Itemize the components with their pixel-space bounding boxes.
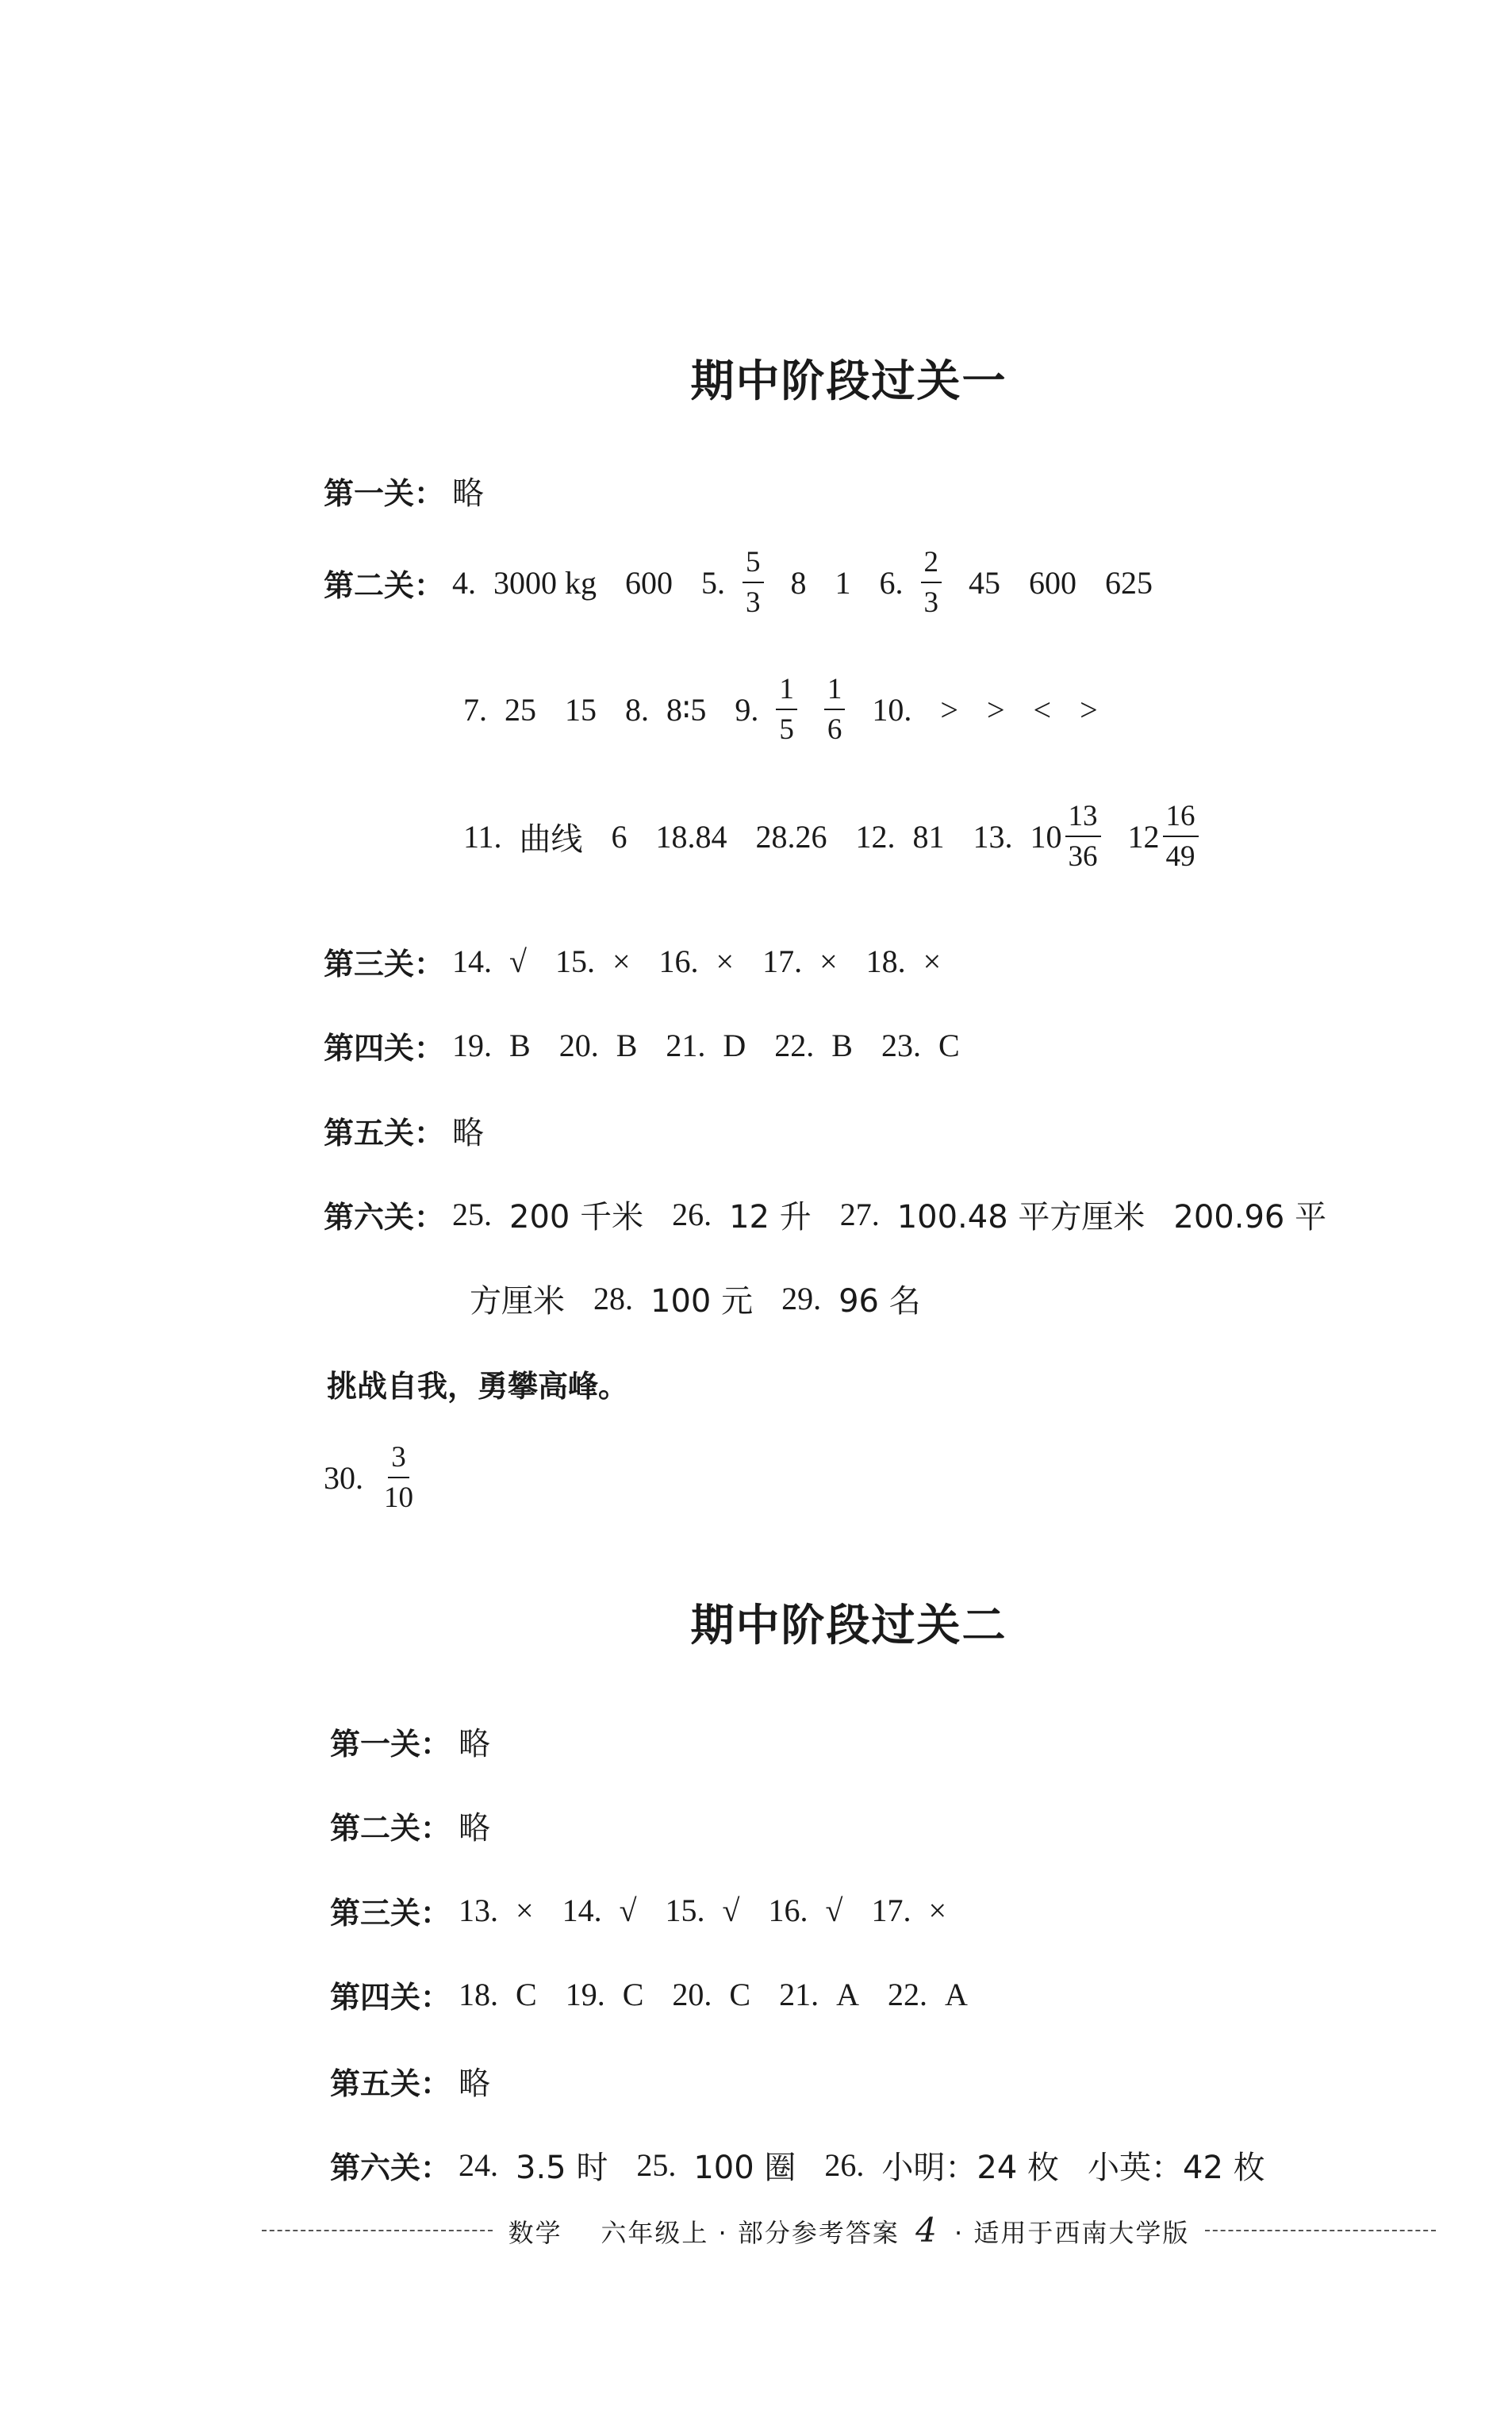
answer-value: < — [1033, 691, 1052, 728]
footer-divider-left — [262, 2230, 493, 2231]
answer-value: 600 — [625, 564, 673, 601]
answer-value: 曲线 — [519, 820, 583, 858]
fraction — [1065, 801, 1101, 871]
answer-value: B — [509, 1028, 531, 1063]
s1-guan3-row — [324, 940, 969, 983]
answer-number: 18. — [865, 943, 906, 979]
page-number: 4 — [915, 2211, 938, 2250]
s2-guan1-text: 略 — [459, 1726, 491, 1762]
answer-number: 15. — [555, 943, 595, 979]
answer-value: 600 — [1029, 564, 1077, 601]
fraction — [381, 1443, 416, 1512]
fraction-numerator: 1 — [824, 674, 846, 710]
answer-value: > — [940, 691, 958, 728]
answer-number: 22. — [774, 1028, 815, 1063]
answer-number: 15. — [665, 1893, 705, 1928]
s2-guan4-row — [330, 1973, 996, 2016]
answer-number: 18. — [459, 1977, 499, 2012]
s2-guan2-row — [330, 1803, 490, 1848]
fraction — [921, 548, 942, 617]
answer-value: √ — [619, 1893, 637, 1928]
answer-value: 小英：42 枚 — [1088, 2150, 1265, 2186]
answer-value: 28.26 — [755, 818, 827, 855]
answer-number: 25. — [452, 1197, 493, 1232]
answer-value: √ — [722, 1893, 740, 1928]
s1-guan1-text: 略 — [452, 475, 485, 512]
answer-number: 14. — [562, 1893, 602, 1928]
s1-guan5-row — [324, 1108, 484, 1153]
answer-number: 29. — [781, 1281, 822, 1316]
s1-guan6-line2 — [470, 1276, 950, 1321]
answer-value: 200.96 平 — [1173, 1199, 1327, 1235]
answer-value: 8 — [790, 564, 807, 601]
s1-guan2-line1 — [324, 548, 1181, 617]
fraction — [776, 674, 797, 744]
answer-value: 100 元 — [650, 1283, 754, 1320]
s1-guan4-row — [324, 1024, 988, 1067]
answer-value: > — [1080, 691, 1098, 728]
answer-number: 19. — [452, 1028, 493, 1063]
answer-number: 27. — [839, 1197, 880, 1232]
answer-number: 20. — [672, 1977, 712, 2012]
s2-guan3-row — [330, 1889, 975, 1932]
answer-number: 10. — [872, 691, 912, 728]
answer-value: B — [831, 1028, 853, 1063]
answer-value: 12 升 — [729, 1199, 812, 1235]
answer-value: × — [819, 943, 838, 979]
s2-guan6-label: 第六关： — [330, 2150, 451, 2185]
answer-value: 小明：24 枚 — [881, 2150, 1060, 2186]
fraction-denominator: 10 — [384, 1481, 413, 1514]
s1-guan6-line1 — [324, 1192, 1355, 1237]
fraction — [824, 674, 846, 744]
fraction-denominator: 49 — [1165, 840, 1195, 873]
mixed-number — [1128, 801, 1199, 871]
s2-guan6-row — [330, 2142, 1294, 2188]
fraction — [1163, 801, 1199, 871]
answer-value: 96 名 — [839, 1283, 921, 1320]
s1-guan2-line2 — [463, 674, 1126, 744]
mixed-whole: 10 — [1030, 818, 1062, 855]
answer-value: 200 千米 — [509, 1199, 644, 1235]
answer-value: 1 — [835, 564, 851, 601]
section1-title: 期中阶段过关一 — [690, 355, 1007, 406]
answer-value: × — [716, 943, 735, 979]
answer-value: 625 — [1105, 564, 1153, 601]
challenge-heading-row — [327, 1362, 628, 1405]
answer-number: 14. — [452, 943, 493, 979]
answer-number: 17. — [762, 943, 803, 979]
answer-number: 6. — [879, 564, 904, 601]
answer-value: B — [616, 1028, 638, 1063]
s1-guan5-text: 略 — [452, 1115, 485, 1151]
footer-text — [493, 2211, 1206, 2250]
answer-value: > — [986, 691, 1005, 728]
answer-value: 81 — [912, 818, 945, 855]
s1-guan5-label: 第五关： — [324, 1116, 445, 1151]
footer-edition: · 适用于西南大学版 — [954, 2218, 1190, 2248]
answer-value: 3000 kg — [493, 564, 597, 601]
q30-row — [324, 1443, 443, 1512]
answer-number: 16. — [768, 1893, 808, 1928]
answer-value: A — [944, 1977, 968, 2012]
fraction-numerator: 1 — [776, 674, 797, 710]
answer-value: × — [612, 943, 631, 979]
footer-divider-right — [1205, 2230, 1436, 2231]
s2-guan2-label: 第二关： — [330, 1811, 451, 1846]
s2-guan5-text: 略 — [459, 2066, 491, 2102]
answer-number: 26. — [824, 2147, 865, 2183]
s2-guan4-label: 第四关： — [330, 1980, 451, 2015]
fraction-denominator: 3 — [746, 586, 761, 619]
s1-guan3-label: 第三关： — [324, 947, 445, 982]
answer-value: 100.48 平方厘米 — [896, 1199, 1146, 1235]
s2-guan5-label: 第五关： — [330, 2066, 451, 2101]
fraction-numerator: 3 — [388, 1443, 409, 1478]
answer-number: 20. — [558, 1028, 599, 1063]
answer-number: 7. — [463, 691, 487, 728]
answer-value: √ — [825, 1893, 843, 1928]
answer-value: C — [938, 1028, 960, 1063]
answer-number: 13. — [459, 1893, 499, 1928]
s2-guan2-text: 略 — [459, 1810, 491, 1846]
answer-number: 12. — [855, 818, 896, 855]
answer-number: 19. — [565, 1977, 605, 2012]
answer-number: 17. — [871, 1893, 911, 1928]
answer-value: × — [928, 1893, 946, 1928]
answer-number: 13. — [973, 818, 1013, 855]
answer-number: 21. — [666, 1028, 706, 1063]
fraction-denominator: 6 — [827, 713, 842, 746]
s2-guan1-row — [330, 1719, 490, 1764]
answer-value: C — [516, 1977, 537, 2012]
answer-number: 24. — [459, 2147, 499, 2183]
fraction-denominator: 3 — [923, 586, 939, 619]
answer-value: 方厘米 — [470, 1283, 565, 1320]
answer-value: 18.84 — [655, 818, 727, 855]
answer-value: 8∶5 — [666, 691, 707, 728]
s1-guan4-label: 第四关： — [324, 1031, 445, 1066]
fraction-numerator: 16 — [1163, 801, 1199, 837]
answer-value: C — [729, 1977, 751, 2012]
s1-guan1-label: 第一关： — [324, 476, 445, 511]
section2-title: 期中阶段过关二 — [690, 1600, 1007, 1651]
fraction-denominator: 5 — [779, 713, 794, 746]
challenge-heading: 挑战自我，勇攀高峰。 — [327, 1369, 629, 1404]
fraction-numerator: 13 — [1065, 801, 1101, 837]
answer-number: 23. — [881, 1028, 921, 1063]
answer-value: 45 — [969, 564, 1001, 601]
answer-value: 6 — [611, 818, 627, 855]
answer-value: √ — [509, 943, 527, 979]
answer-number: 26. — [672, 1197, 712, 1232]
fraction-denominator: 36 — [1068, 840, 1098, 873]
s2-guan1-label: 第一关： — [330, 1727, 451, 1762]
footer-grade: 六年级上 · 部分参考答案 — [601, 2218, 900, 2248]
s1-guan6-label: 第六关： — [324, 1200, 445, 1235]
answer-number: 28. — [593, 1281, 633, 1316]
footer-subject: 数学 — [508, 2218, 562, 2248]
answer-number: 30. — [324, 1459, 363, 1496]
answer-value: 100 圈 — [693, 2150, 796, 2186]
answer-number: 9. — [735, 691, 759, 728]
answer-value: C — [622, 1977, 644, 2012]
answer-value: 25 — [505, 691, 536, 728]
fraction-numerator: 2 — [921, 548, 942, 583]
answer-number: 5. — [701, 564, 726, 601]
s1-guan2-line3 — [463, 801, 1226, 871]
answer-value: D — [723, 1028, 746, 1063]
mixed-number — [1030, 801, 1101, 871]
answer-number: 22. — [887, 1977, 927, 2012]
s1-guan1-row — [324, 468, 484, 513]
answer-number: 8. — [625, 691, 649, 728]
answer-value: 15 — [565, 691, 597, 728]
answer-number: 21. — [779, 1977, 819, 2012]
fraction-numerator: 5 — [743, 548, 764, 583]
fraction — [743, 548, 764, 617]
s1-guan2-label: 第二关： — [324, 567, 445, 603]
s2-guan3-label: 第三关： — [330, 1896, 451, 1931]
answer-number: 16. — [658, 943, 699, 979]
answer-number: 11. — [463, 818, 502, 855]
answer-number: 4. — [452, 564, 477, 601]
answer-value: × — [923, 943, 942, 979]
mixed-whole: 12 — [1127, 818, 1160, 855]
answer-number: 25. — [636, 2147, 677, 2183]
s2-guan5-row — [330, 2058, 490, 2104]
page-footer — [262, 2211, 1436, 2250]
answer-value: × — [516, 1893, 534, 1928]
answer-value: A — [836, 1977, 859, 2012]
answer-value: 3.5 时 — [516, 2150, 608, 2186]
